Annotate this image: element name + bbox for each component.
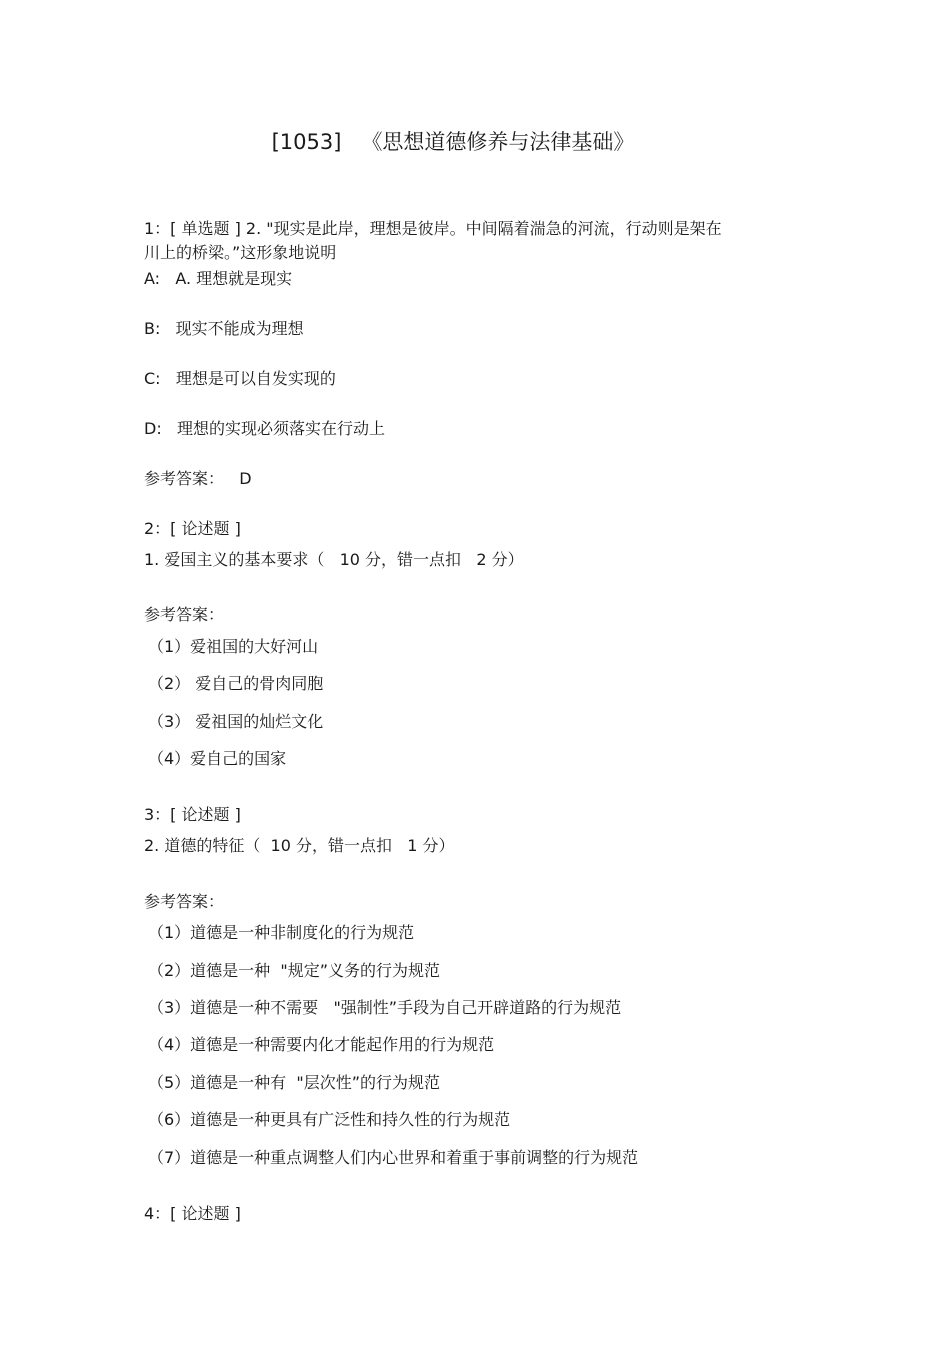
q2-point-4: （4）爱自己的国家 — [148, 749, 287, 768]
q1-option-b: B: 现实不能成为理想 — [144, 319, 304, 338]
q1-answer: 参考答案： D — [144, 469, 252, 488]
q4-header: 4：[ 论述题 ] — [144, 1204, 241, 1223]
document-title — [0, 128, 906, 156]
q3-point-1: （1）道德是一种非制度化的行为规范 — [148, 923, 415, 942]
q1-header-continued: 川上的桥梁。”这形象地说明 — [144, 243, 337, 262]
q1-header: 1：[ 单选题 ] 2. "现实是此岸，理想是彼岸。中间隔着湍急的河流，行动则是架在 — [144, 219, 722, 238]
q3-answer-label: 参考答案： — [144, 892, 225, 911]
q3-header: 3：[ 论述题 ] — [144, 805, 241, 824]
q2-prompt: 1. 爱国主义的基本要求（ 10 分，错一点扣 2 分） — [144, 550, 524, 569]
q3-point-4: （4）道德是一种需要内化才能起作用的行为规范 — [148, 1035, 495, 1054]
q2-answer-label: 参考答案： — [144, 605, 225, 624]
q3-point-7: （7）道德是一种重点调整人们内心世界和着重于事前调整的行为规范 — [148, 1148, 639, 1167]
q3-point-2: （2）道德是一种 "规定”义务的行为规范 — [148, 961, 441, 980]
q3-point-5: （5）道德是一种有 "层次性”的行为规范 — [148, 1073, 441, 1092]
q1-option-a: A: A. 理想就是现实 — [144, 269, 293, 288]
course-code: [1053] — [271, 130, 342, 154]
course-title: 《思想道德修养与法律基础》 — [361, 130, 635, 154]
q3-point-6: （6）道德是一种更具有广泛性和持久性的行为规范 — [148, 1110, 511, 1129]
q3-prompt: 2. 道德的特征（ 10 分，错一点扣 1 分） — [144, 836, 455, 855]
q2-point-2: （2） 爱自己的骨肉同胞 — [148, 674, 324, 693]
q3-point-3: （3）道德是一种不需要 "强制性”手段为自己开辟道路的行为规范 — [148, 998, 622, 1017]
q2-point-3: （3） 爱祖国的灿烂文化 — [148, 712, 324, 731]
q2-point-1: （1）爱祖国的大好河山 — [148, 637, 319, 656]
q1-option-c: C: 理想是可以自发实现的 — [144, 369, 336, 388]
q2-header: 2：[ 论述题 ] — [144, 519, 241, 538]
q1-option-d: D: 理想的实现必须落实在行动上 — [144, 419, 385, 438]
